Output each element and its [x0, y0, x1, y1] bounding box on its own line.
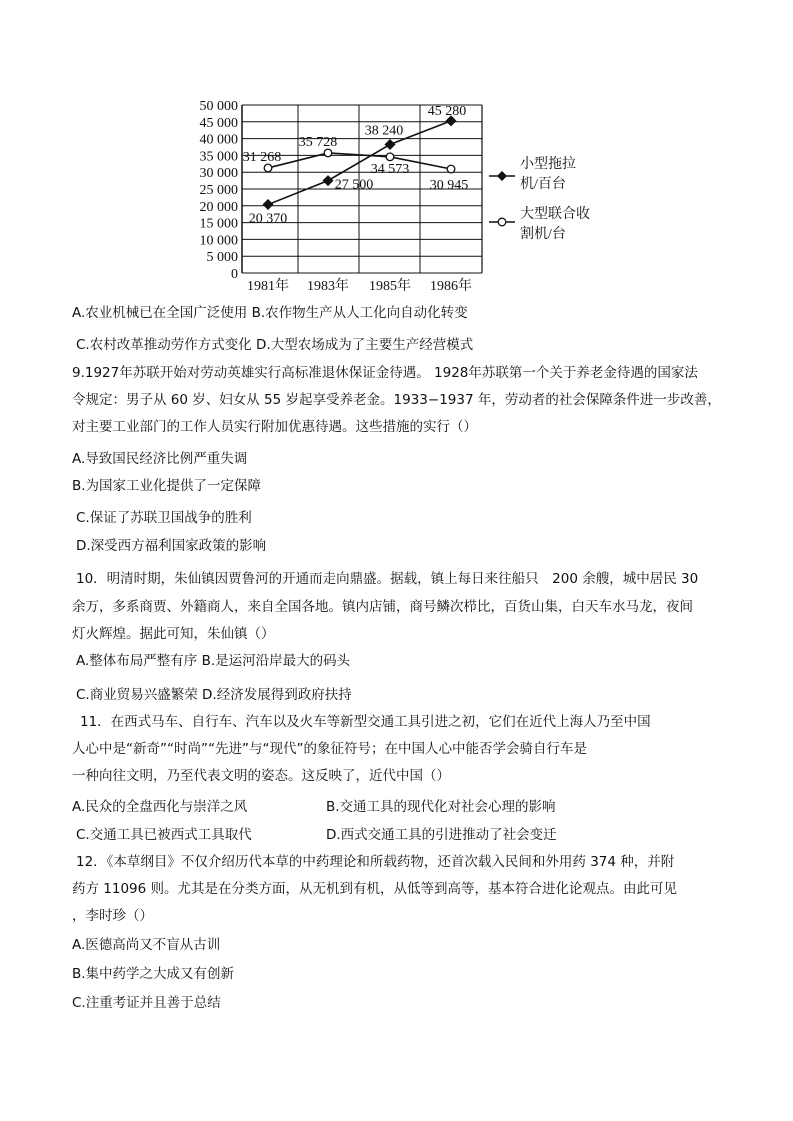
q12-option-a: A.医德高尚又不盲从古训	[72, 937, 221, 953]
x-tick-label: 1983年	[307, 279, 349, 294]
q11-option-c: C.交通工具已被西式工具取代	[76, 827, 252, 843]
q10-stem-line-3: 灯火辉煌。据此可知，朱仙镇（）	[72, 626, 275, 642]
q12-stem-line-2: 药方 11096 则。尤其是在分类方面，从无机到有机，从低等到高等，基本符合进化论观点。由此可见	[72, 881, 678, 897]
data-label-combine-harvester: 34 573	[370, 161, 410, 177]
x-tick-label: 1981年	[247, 279, 289, 294]
legend-label-combine-harvester: 大型联合收	[520, 207, 590, 222]
q11-option-d: D.西式交通工具的引进推动了社会变迁	[326, 827, 557, 843]
q11-option-a: A.民众的全盘西化与崇洋之风	[72, 799, 248, 815]
y-tick-label: 20 000	[199, 199, 238, 215]
q12-option-b: B.集中药学之大成又有创新	[72, 966, 235, 982]
q9-option-d: D.深受西方福利国家政策的影响	[76, 538, 267, 554]
q8-options-cd: C.农村改革推动劳作方式变化 D.大型农场成为了主要生产经营模式	[76, 337, 474, 353]
q12-option-c: C.注重考证并且善于总结	[72, 995, 221, 1011]
y-tick-label: 10 000	[199, 233, 238, 249]
y-tick-label: 30 000	[199, 166, 238, 182]
data-label-small-tractor: 27 500	[334, 177, 374, 193]
q10-options-ab: A.整体布局严整有序 B.是运河沿岸最大的码头	[76, 653, 351, 669]
y-tick-label: 0	[231, 267, 238, 282]
q8-options-ab: A.农业机械已在全国广泛使用 B.农作物生产从人工化向自动化转变	[72, 305, 468, 321]
legend-label-combine-harvester: 割机/台	[520, 227, 566, 242]
data-point-circle	[324, 149, 332, 157]
q9-option-c: C.保证了苏联卫国战争的胜利	[76, 510, 252, 526]
q12-stem-line-1: 12．《本草纲目》不仅介绍历代本草的中药理论和所载药物，还首次载入民间和外用药 374 种，并附	[76, 854, 675, 870]
data-label-small-tractor: 45 280	[427, 103, 467, 119]
q9-option-b: B.为国家工业化提供了一定保障	[72, 478, 262, 494]
q12-stem-line-3: ，李时珍（）	[72, 908, 153, 924]
y-tick-label: 50 000	[199, 99, 238, 114]
legend-label-small-tractor: 机/百台	[520, 177, 566, 192]
q11-stem-line-2: 人心中是“新奇”“时尚”“先进”与“现代”的象征符号；在中国人心中能否学会骑自行车是	[72, 741, 587, 757]
chart-legend	[489, 155, 590, 242]
y-tick-label: 35 000	[199, 149, 238, 165]
data-point-circle	[264, 164, 272, 172]
q10-stem-line-2: 余万，多系商贾、外籍商人，来自全国各地。镇内店铺，商号鳞次栉比，百货山集，白天车水马龙，夜间	[72, 599, 693, 615]
y-tick-label: 5 000	[206, 250, 238, 266]
data-point-circle	[386, 153, 394, 161]
q10-options-cd: C.商业贸易兴盛繁荣 D.经济发展得到政府扶持	[76, 687, 352, 703]
data-label-small-tractor: 38 240	[364, 123, 404, 139]
q9-option-a: A.导致国民经济比例严重失调	[72, 451, 248, 467]
data-point-diamond	[385, 139, 396, 150]
data-label-combine-harvester: 35 728	[298, 134, 338, 150]
y-tick-label: 40 000	[199, 132, 238, 148]
data-point-circle	[447, 165, 455, 173]
data-label-small-tractor: 20 370	[248, 211, 288, 227]
x-axis-ticks	[247, 277, 472, 294]
y-tick-label: 45 000	[199, 115, 238, 131]
q9-stem-line-3: 对主要工业部门的工作人员实行附加优惠待遇。这些措施的实行（）	[72, 419, 477, 435]
data-point-diamond	[323, 175, 334, 186]
x-tick-label: 1985年	[369, 279, 411, 294]
y-tick-label: 25 000	[199, 183, 238, 198]
data-point-diamond	[263, 199, 274, 210]
line-chart	[160, 92, 620, 297]
data-label-combine-harvester: 31 268	[242, 149, 282, 165]
q10-stem-line-1: 10．明清时期，朱仙镇因贾鲁河的开通而走向鼎盛。据载，镇上每日来往船只 200 余艘，城中居民 30	[76, 571, 699, 587]
legend-marker-circle	[498, 218, 506, 226]
q9-stem-line-2: 令规定：男子从 60 岁、妇女从 55 岁起享受养老金。1933−1937 年，劳动者的社会保障条件进一步改善，	[72, 392, 721, 408]
legend-label-small-tractor: 小型拖拉	[520, 157, 576, 172]
y-tick-label: 15 000	[199, 216, 238, 232]
y-axis-ticks	[200, 99, 239, 282]
data-label-combine-harvester: 30 945	[429, 178, 469, 194]
x-tick-label: 1986年	[430, 279, 472, 294]
legend-marker-diamond	[497, 171, 507, 181]
q11-stem-line-3: 一种向往文明，乃至代表文明的姿态。这反映了，近代中国（）	[72, 768, 450, 784]
q9-stem-line-1: 9.1927年苏联开始对劳动英雄实行高标准退休保证金待遇。 1928年苏联第一个关于养老金待遇的国家法	[72, 365, 698, 381]
q11-option-b: B.交通工具的现代化对社会心理的影响	[326, 799, 556, 815]
q11-stem-line-1: 11．在西式马车、自行车、汽车以及火车等新型交通工具引进之初，它们在近代上海人乃至中国	[80, 714, 651, 730]
